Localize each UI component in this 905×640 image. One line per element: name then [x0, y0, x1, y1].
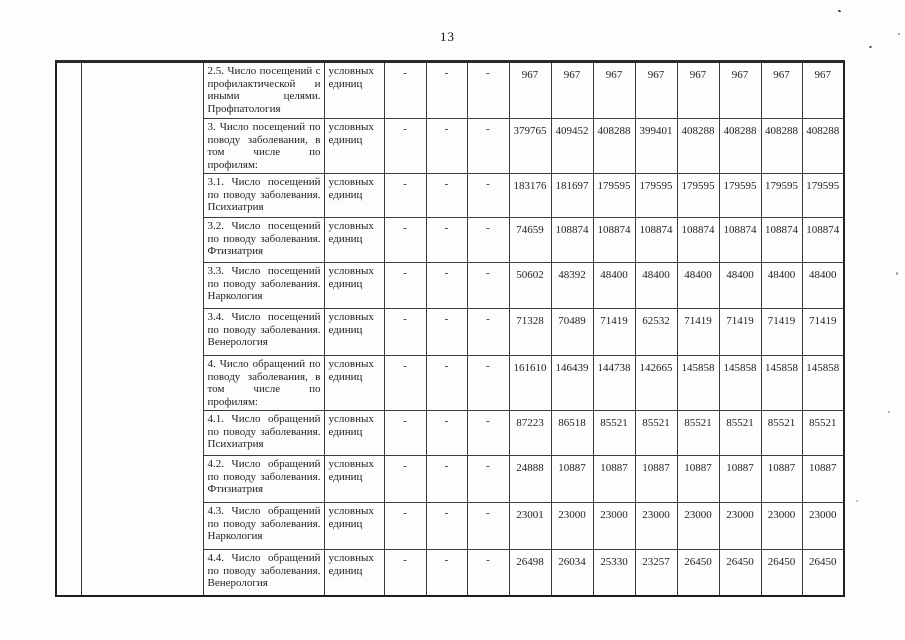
dash-cell: - — [467, 411, 509, 456]
dash-cell: - — [467, 218, 509, 263]
row-label-cell: 3.4. Число посещений по поводу заболевания. Венерология — [203, 309, 324, 356]
dash-cell: - — [467, 263, 509, 309]
unit-cell: условных единиц — [324, 411, 384, 456]
scan-speck — [869, 45, 873, 48]
dash-cell: - — [426, 174, 467, 218]
value-cell: 26450 — [719, 550, 761, 596]
unit-cell: условных единиц — [324, 456, 384, 503]
scan-speck — [898, 33, 900, 35]
value-cell: 48400 — [635, 263, 677, 309]
value-cell: 142665 — [635, 356, 677, 411]
value-cell: 71419 — [802, 309, 844, 356]
dash-cell: - — [384, 218, 426, 263]
value-cell: 71328 — [509, 309, 551, 356]
scan-speck — [896, 272, 898, 275]
dash-cell: - — [384, 356, 426, 411]
dash-cell: - — [426, 119, 467, 174]
value-cell: 71419 — [593, 309, 635, 356]
value-cell: 108874 — [719, 218, 761, 263]
value-cell: 108874 — [635, 218, 677, 263]
value-cell: 24888 — [509, 456, 551, 503]
value-cell: 85521 — [761, 411, 802, 456]
dash-cell: - — [426, 263, 467, 309]
value-cell: 23000 — [677, 503, 719, 550]
dash-cell: - — [467, 550, 509, 596]
unit-cell: условных единиц — [324, 309, 384, 356]
dash-cell: - — [467, 456, 509, 503]
scan-speck — [856, 500, 858, 502]
dash-cell: - — [426, 218, 467, 263]
row-label-cell: 2.5. Число посещений с профилактической и иными целями. Профпатология — [203, 62, 324, 119]
row-label-cell: 4.1. Число обращений по поводу заболевания. Психиатрия — [203, 411, 324, 456]
value-cell: 108874 — [761, 218, 802, 263]
dash-cell: - — [467, 309, 509, 356]
dash-cell: - — [426, 550, 467, 596]
value-cell: 23000 — [761, 503, 802, 550]
dash-cell: - — [384, 119, 426, 174]
value-cell: 23000 — [551, 503, 593, 550]
value-cell: 408288 — [677, 119, 719, 174]
value-cell: 379765 — [509, 119, 551, 174]
unit-cell: условных единиц — [324, 62, 384, 119]
dash-cell: - — [426, 62, 467, 119]
value-cell: 85521 — [593, 411, 635, 456]
value-cell: 179595 — [593, 174, 635, 218]
value-cell: 179595 — [677, 174, 719, 218]
value-cell: 10887 — [761, 456, 802, 503]
value-cell: 967 — [509, 62, 551, 119]
dash-cell: - — [426, 356, 467, 411]
value-cell: 48400 — [677, 263, 719, 309]
value-cell: 181697 — [551, 174, 593, 218]
value-cell: 71419 — [719, 309, 761, 356]
value-cell: 145858 — [802, 356, 844, 411]
value-cell: 967 — [551, 62, 593, 119]
unit-cell: условных единиц — [324, 218, 384, 263]
value-cell: 145858 — [719, 356, 761, 411]
value-cell: 108874 — [551, 218, 593, 263]
row-label-cell: 4. Число обращений по поводу заболевания, в том числе по профилям: — [203, 356, 324, 411]
value-cell: 183176 — [509, 174, 551, 218]
unit-cell: условных единиц — [324, 356, 384, 411]
value-cell: 23257 — [635, 550, 677, 596]
dash-cell: - — [384, 456, 426, 503]
value-cell: 23000 — [802, 503, 844, 550]
value-cell: 108874 — [802, 218, 844, 263]
value-cell: 10887 — [677, 456, 719, 503]
value-cell: 179595 — [719, 174, 761, 218]
scan-speck — [888, 411, 890, 413]
page-number: 13 — [440, 29, 455, 44]
row-label-cell: 4.3. Число обращений по поводу заболевания. Наркология — [203, 503, 324, 550]
value-cell: 967 — [719, 62, 761, 119]
value-cell: 408288 — [593, 119, 635, 174]
value-cell: 23000 — [635, 503, 677, 550]
dash-cell: - — [384, 411, 426, 456]
value-cell: 144738 — [593, 356, 635, 411]
unit-cell: условных единиц — [324, 503, 384, 550]
unit-cell: условных единиц — [324, 550, 384, 596]
value-cell: 967 — [677, 62, 719, 119]
value-cell: 26498 — [509, 550, 551, 596]
document-table — [55, 60, 845, 597]
value-cell: 86518 — [551, 411, 593, 456]
value-cell: 85521 — [719, 411, 761, 456]
value-cell: 48400 — [593, 263, 635, 309]
table-row — [56, 62, 844, 119]
value-cell: 71419 — [761, 309, 802, 356]
scan-speck — [838, 9, 842, 12]
value-cell: 179595 — [761, 174, 802, 218]
dash-cell: - — [384, 309, 426, 356]
value-cell: 10887 — [802, 456, 844, 503]
dash-cell: - — [467, 119, 509, 174]
dash-cell: - — [384, 503, 426, 550]
unit-cell: условных единиц — [324, 119, 384, 174]
value-cell: 10887 — [593, 456, 635, 503]
value-cell: 967 — [635, 62, 677, 119]
value-cell: 161610 — [509, 356, 551, 411]
value-cell: 48392 — [551, 263, 593, 309]
value-cell: 408288 — [719, 119, 761, 174]
row-label-cell: 3.3. Число посещений по поводу заболевания. Наркология — [203, 263, 324, 309]
dash-cell: - — [426, 503, 467, 550]
value-cell: 87223 — [509, 411, 551, 456]
value-cell: 48400 — [802, 263, 844, 309]
dash-cell: - — [384, 62, 426, 119]
value-cell: 408288 — [802, 119, 844, 174]
value-cell: 26034 — [551, 550, 593, 596]
value-cell: 23001 — [509, 503, 551, 550]
dash-cell: - — [467, 62, 509, 119]
value-cell: 179595 — [635, 174, 677, 218]
value-cell: 409452 — [551, 119, 593, 174]
value-cell: 399401 — [635, 119, 677, 174]
value-cell: 25330 — [593, 550, 635, 596]
value-cell: 408288 — [761, 119, 802, 174]
dash-cell: - — [384, 263, 426, 309]
value-cell: 108874 — [677, 218, 719, 263]
value-cell: 62532 — [635, 309, 677, 356]
dash-cell: - — [426, 456, 467, 503]
carryover-empty-cell — [56, 62, 81, 596]
value-cell: 10887 — [719, 456, 761, 503]
value-cell: 967 — [761, 62, 802, 119]
dash-cell: - — [384, 174, 426, 218]
dash-cell: - — [426, 309, 467, 356]
value-cell: 26450 — [761, 550, 802, 596]
value-cell: 70489 — [551, 309, 593, 356]
value-cell: 145858 — [761, 356, 802, 411]
value-cell: 85521 — [635, 411, 677, 456]
row-label-cell: 3. Число посещений по поводу заболевания, в том числе по профилям: — [203, 119, 324, 174]
value-cell: 26450 — [802, 550, 844, 596]
value-cell: 50602 — [509, 263, 551, 309]
value-cell: 48400 — [761, 263, 802, 309]
dash-cell: - — [467, 503, 509, 550]
value-cell: 26450 — [677, 550, 719, 596]
unit-cell: условных единиц — [324, 263, 384, 309]
value-cell: 179595 — [802, 174, 844, 218]
value-cell: 146439 — [551, 356, 593, 411]
value-cell: 48400 — [719, 263, 761, 309]
dash-cell: - — [426, 411, 467, 456]
dash-cell: - — [467, 356, 509, 411]
row-label-cell: 4.2. Число обращений по поводу заболевания. Фтизиатрия — [203, 456, 324, 503]
dash-cell: - — [467, 174, 509, 218]
value-cell: 71419 — [677, 309, 719, 356]
value-cell: 967 — [593, 62, 635, 119]
dash-cell: - — [384, 550, 426, 596]
value-cell: 23000 — [593, 503, 635, 550]
row-label-cell: 4.4. Число обращений по поводу заболевания. Венерология — [203, 550, 324, 596]
unit-cell: условных единиц — [324, 174, 384, 218]
value-cell: 85521 — [677, 411, 719, 456]
value-cell: 23000 — [719, 503, 761, 550]
row-label-cell: 3.1. Число посещений по поводу заболевания. Психиатрия — [203, 174, 324, 218]
value-cell: 74659 — [509, 218, 551, 263]
value-cell: 10887 — [635, 456, 677, 503]
carryover-empty-cell — [81, 62, 203, 596]
value-cell: 108874 — [593, 218, 635, 263]
value-cell: 145858 — [677, 356, 719, 411]
value-cell: 10887 — [551, 456, 593, 503]
value-cell: 967 — [802, 62, 844, 119]
value-cell: 85521 — [802, 411, 844, 456]
row-label-cell: 3.2. Число посещений по поводу заболевания. Фтизиатрия — [203, 218, 324, 263]
